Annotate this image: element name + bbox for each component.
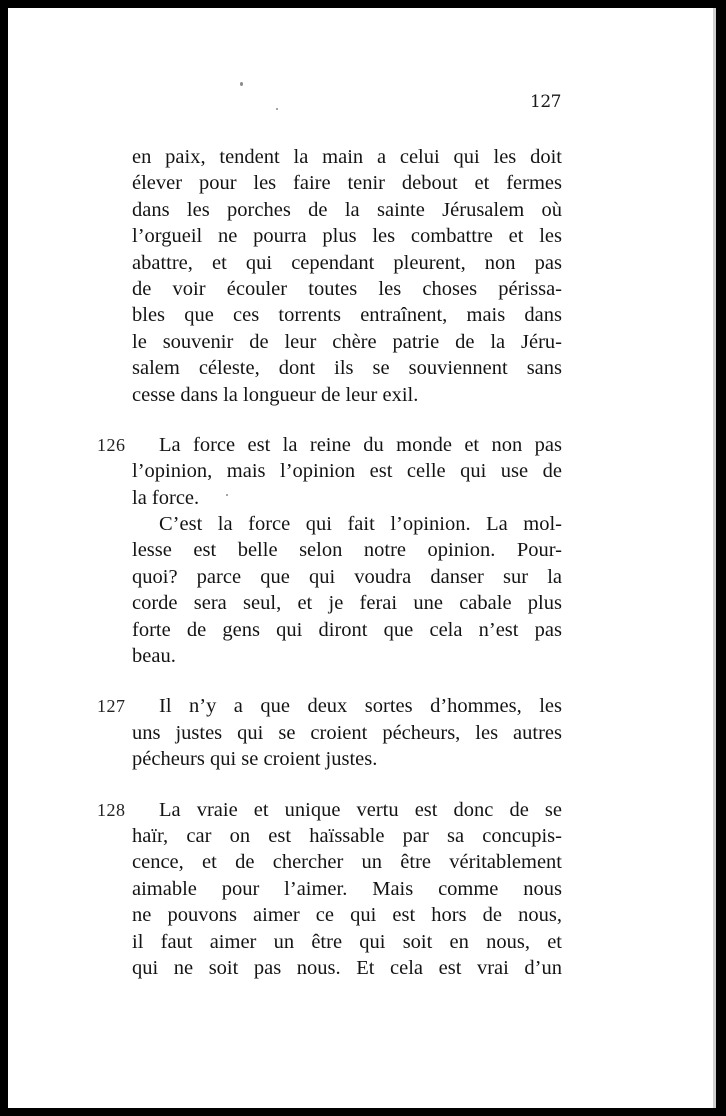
text-line: aimable pour l’aimer. Mais comme nous xyxy=(132,877,562,900)
text-line: il faut aimer un être qui soit en nous, et xyxy=(132,930,562,953)
text-line: cesse dans la longueur de leur exil. xyxy=(132,383,419,406)
entry-126 xyxy=(97,432,562,670)
entry-127 xyxy=(97,693,562,772)
text-line: salem céleste, dont ils se souviennent sans xyxy=(132,357,562,380)
text-line: de voir écouler toutes les choses périssa- xyxy=(132,277,562,300)
text-line: beau. xyxy=(132,645,176,668)
text-line: forte de gens qui diront que cela n’est pas xyxy=(132,618,562,641)
text-line: la force. xyxy=(132,486,200,509)
paper-speck xyxy=(276,108,278,110)
entry-number: 126 xyxy=(97,434,126,455)
text-line: Il n’y a que deux sortes d’hommes, les xyxy=(159,695,562,718)
page-sheet xyxy=(8,8,716,1108)
entry-number: 128 xyxy=(97,799,126,820)
entry-number: 127 xyxy=(97,696,126,717)
text-line: l’opinion, mais l’opinion est celle qui use de xyxy=(132,460,562,483)
text-line: corde sera seul, et je ferai une cabale plus xyxy=(132,592,562,615)
text-line: élever pour les faire tenir debout et fermes xyxy=(132,172,562,195)
text-line: l’orgueil ne pourra plus les combattre et les xyxy=(132,225,562,248)
text-line: le souvenir de leur chère patrie de la Jéru- xyxy=(132,330,562,353)
text-line: uns justes qui se croient pécheurs, les autres xyxy=(132,721,562,744)
text-line: abattre, et qui cependant pleurent, non pas xyxy=(132,251,562,274)
text-line: lesse est belle selon notre opinion. Pour- xyxy=(132,539,562,562)
text-line: en paix, tendent la main a celui qui les doit xyxy=(132,146,562,168)
text-line: haïr, car on est haïssable par sa concupis- xyxy=(132,824,562,847)
entry-128 xyxy=(97,797,562,982)
text-line: ne pouvons aimer ce qui est hors de nous, xyxy=(132,904,562,927)
text-line: bles que ces torrents entraînent, mais dans xyxy=(132,304,562,327)
page-number: 127 xyxy=(530,92,561,112)
continuation-paragraph xyxy=(132,144,562,408)
text-line: La force est la reine du monde et non pas xyxy=(159,433,562,456)
paper-speck xyxy=(240,82,243,86)
text-line: dans les porches de la sainte Jérusalem où xyxy=(132,198,562,221)
text-line: C’est la force qui fait l’opinion. La mol- xyxy=(159,513,562,536)
body-text xyxy=(97,144,562,981)
text-line: pécheurs qui se croient justes. xyxy=(132,748,378,771)
text-line: La vraie et unique vertu est donc de se xyxy=(159,798,562,821)
text-line: qui ne soit pas nous. Et cela est vrai d’un xyxy=(132,956,562,979)
text-line: quoi? parce que qui voudra danser sur la xyxy=(132,565,562,588)
text-line: cence, et de chercher un être véritablement xyxy=(132,851,562,874)
